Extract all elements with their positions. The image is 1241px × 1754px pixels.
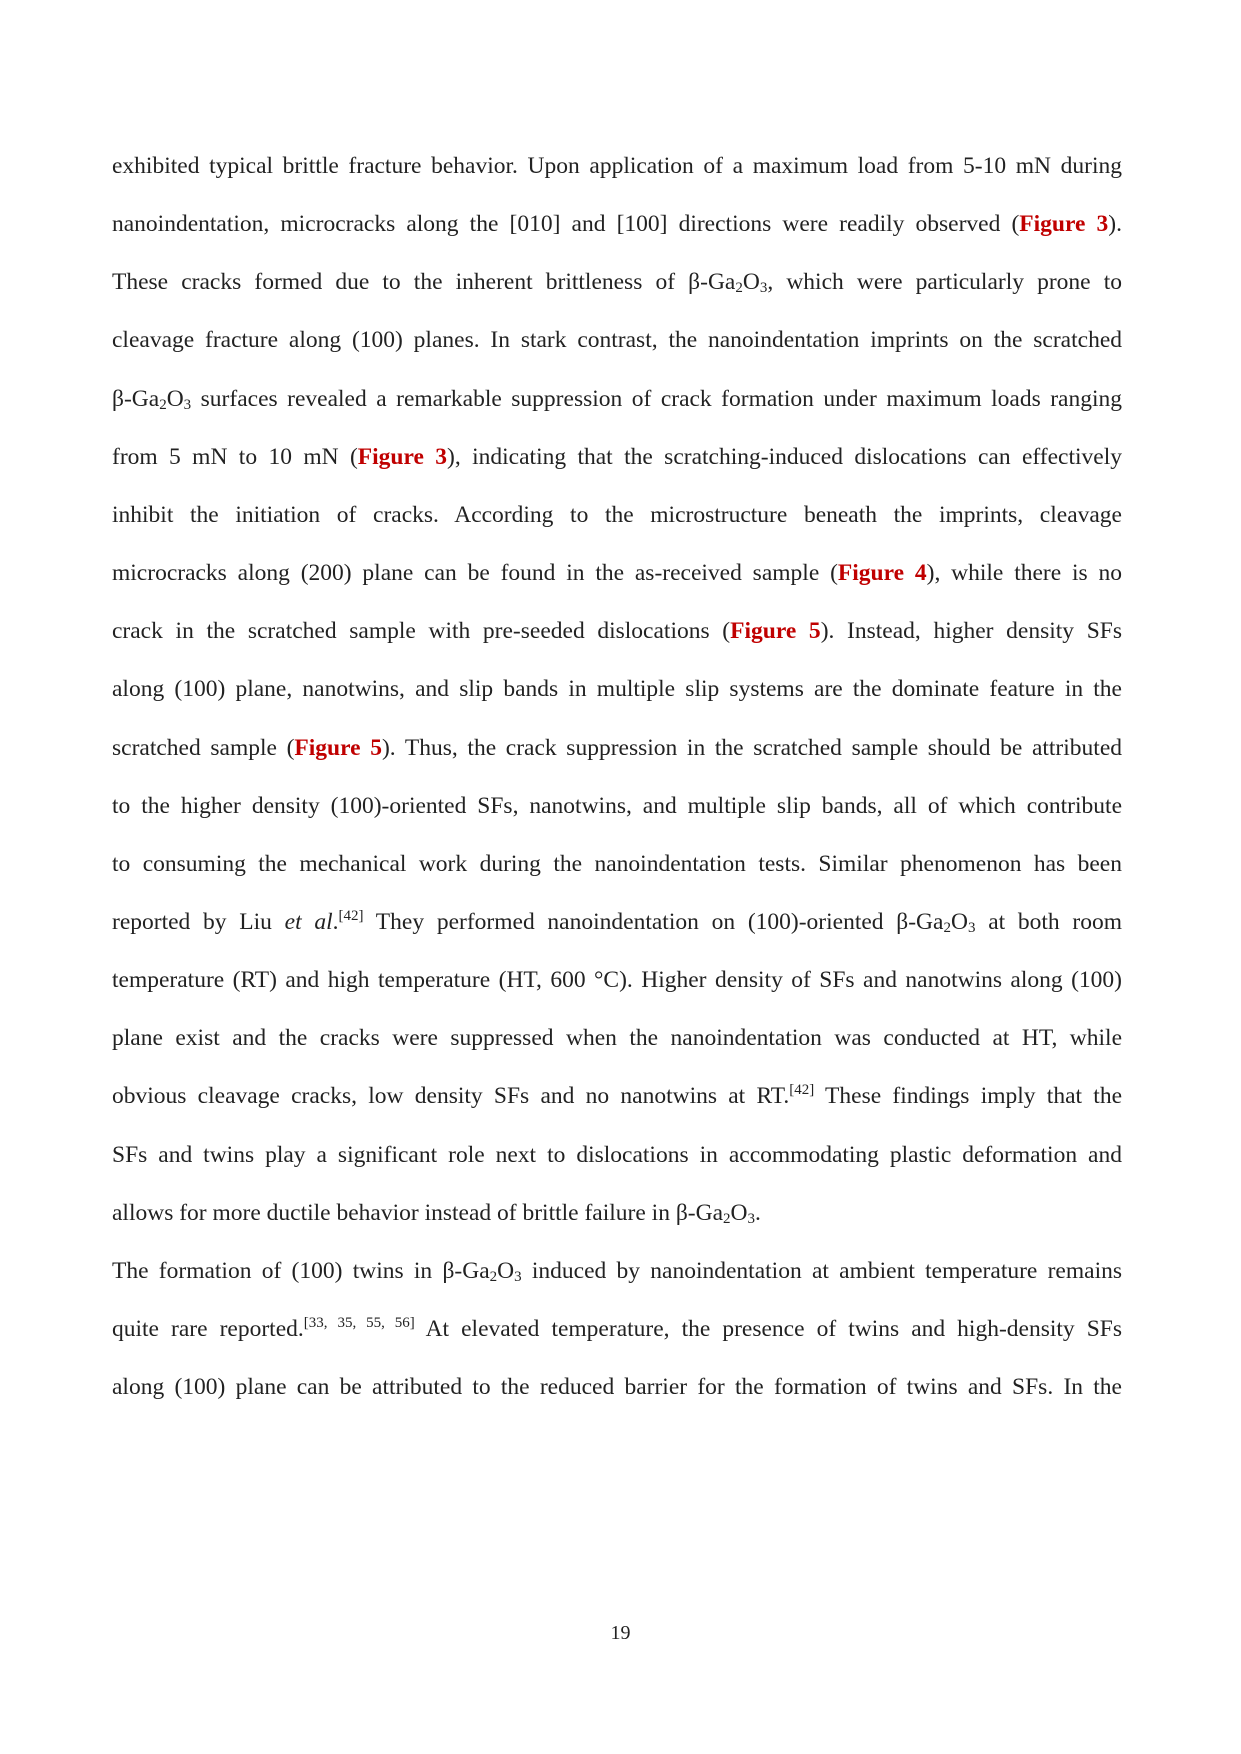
text-line: [112, 553, 1122, 593]
chemical-subscript: 3: [759, 280, 768, 297]
text-segment: scratched sample (: [112, 734, 295, 761]
text-segment: cleavage fracture along (100) planes. In stark contrast, the nanoindentation imprints on the scratched: [112, 327, 1122, 354]
text-segment: O: [742, 269, 760, 296]
text-segment: at both room: [975, 908, 1123, 935]
text-segment: surfaces revealed a remarkable suppression of crack formation under maximum loads ranging: [191, 385, 1122, 412]
text-segment: β-Ga: [112, 385, 160, 412]
text-segment: quite rare reported.: [112, 1316, 304, 1342]
text-segment: temperature (RT) and high temperature (HT, 600 °C). Higher density of SFs and nanotwins along (100): [112, 967, 1122, 994]
text-segment: microcracks along (200) plane can be found in the as-received sample (: [112, 560, 838, 587]
text-line: [112, 1135, 1122, 1175]
figure-reference-link[interactable]: Figure 5: [294, 734, 382, 761]
text-segment: These cracks formed due to the inherent brittleness of β-Ga: [112, 269, 736, 296]
text-segment: ). Instead, higher density SFs: [820, 618, 1122, 645]
text-line: [112, 786, 1122, 826]
text-segment: to consuming the mechanical work during the nanoindentation tests. Similar phenomenon has been: [112, 850, 1122, 877]
text-line: [112, 262, 1122, 302]
text-segment: The formation of (100) twins in β-Ga: [112, 1257, 490, 1284]
text-line: [112, 960, 1122, 1000]
text-line: [112, 1309, 1122, 1349]
chemical-subscript: 2: [489, 1268, 498, 1285]
text-segment: .: [754, 1199, 761, 1226]
figure-reference-link[interactable]: Figure 4: [837, 560, 927, 587]
text-segment: ).: [1108, 211, 1122, 238]
chemical-subscript: 3: [514, 1268, 522, 1285]
chemical-subscript: 2: [723, 1210, 731, 1227]
chemical-subscript: 3: [183, 396, 192, 413]
text-segment: nanoindentation, microcracks along the [010] and [100] directions were readily observed (: [112, 211, 1020, 238]
figure-reference-link[interactable]: Figure 3: [1019, 211, 1109, 238]
text-segment: O: [730, 1199, 748, 1226]
text-segment: They performed nanoindentation on (100)-oriented β-Ga: [363, 908, 944, 935]
citation-superscript: [33, 35, 55, 56]: [303, 1315, 415, 1331]
text-segment: obvious cleavage cracks, low density SFs and no nanotwins at RT.: [112, 1083, 790, 1110]
text-line: [112, 379, 1122, 419]
text-segment: induced by nanoindentation at ambient temperature remains: [521, 1257, 1122, 1284]
text-segment: along (100) plane can be attributed to the reduced barrier for the formation of twins and SFs. In the: [112, 1374, 1122, 1401]
text-line: [112, 204, 1122, 244]
text-line: [112, 146, 1122, 186]
text-segment: reported by Liu: [112, 908, 285, 935]
text-line: [112, 320, 1122, 360]
text-line: [112, 611, 1122, 651]
text-segment: .: [332, 908, 339, 935]
text-line: [112, 1076, 1122, 1116]
text-segment: allows for more ductile behavior instead of brittle failure in β-Ga: [112, 1199, 723, 1226]
text-segment: from 5 mN to 10 mN (: [112, 443, 358, 470]
text-segment: ). Thus, the crack suppression in the scratched sample should be attributed: [381, 734, 1122, 761]
text-line: [112, 728, 1122, 768]
text-line: [112, 1251, 1122, 1291]
text-segment: exhibited typical brittle fracture behavior. Upon application of a maximum load from 5-10 mN during: [112, 153, 1122, 179]
text-line: [112, 1018, 1122, 1058]
text-segment: along (100) plane, nanotwins, and slip bands in multiple slip systems are the dominate feature in the: [112, 676, 1122, 703]
text-segment: O: [497, 1257, 515, 1284]
text-segment: ), while there is no: [926, 560, 1122, 587]
text-segment: SFs and twins play a significant role next to dislocations in accommodating plastic deformation and: [112, 1141, 1122, 1168]
text-segment: plane exist and the cracks were suppressed when the nanoindentation was conducted at HT, while: [112, 1025, 1122, 1052]
page-number: 19: [610, 1622, 631, 1644]
chemical-subscript: 3: [747, 1210, 755, 1227]
citation-superscript: [42]: [338, 907, 364, 924]
text-segment: ), indicating that the scratching-induced dislocations can effectively: [447, 443, 1122, 470]
text-line: [112, 669, 1122, 709]
text-segment: O: [166, 385, 184, 412]
text-segment: et al: [284, 908, 333, 935]
text-segment: , which were particularly prone to: [767, 269, 1123, 296]
text-segment: crack in the scratched sample with pre-seeded dislocations (: [112, 618, 731, 645]
text-line: [112, 1367, 1122, 1407]
chemical-subscript: 3: [967, 919, 976, 936]
text-line: [112, 844, 1122, 884]
chemical-subscript: 2: [943, 919, 951, 936]
text-segment: inhibit the initiation of cracks. According to the microstructure beneath the imprints, cleavage: [112, 501, 1122, 528]
text-segment: to the higher density (100)-oriented SFs, nanotwins, and multiple slip bands, all of which contribute: [112, 792, 1122, 819]
citation-superscript: [42]: [789, 1082, 815, 1099]
chemical-subscript: 2: [159, 396, 167, 413]
chemical-subscript: 2: [735, 280, 743, 297]
text-segment: At elevated temperature, the presence of twins and high-density SFs: [414, 1316, 1122, 1342]
text-line: [112, 902, 1122, 942]
text-segment: These findings imply that the: [814, 1083, 1122, 1110]
text-line: [112, 437, 1122, 477]
figure-reference-link[interactable]: Figure 3: [357, 443, 448, 470]
text-segment: O: [950, 908, 968, 935]
text-line: [112, 1193, 1122, 1233]
figure-reference-link[interactable]: Figure 5: [730, 618, 821, 645]
text-line: [112, 495, 1122, 535]
